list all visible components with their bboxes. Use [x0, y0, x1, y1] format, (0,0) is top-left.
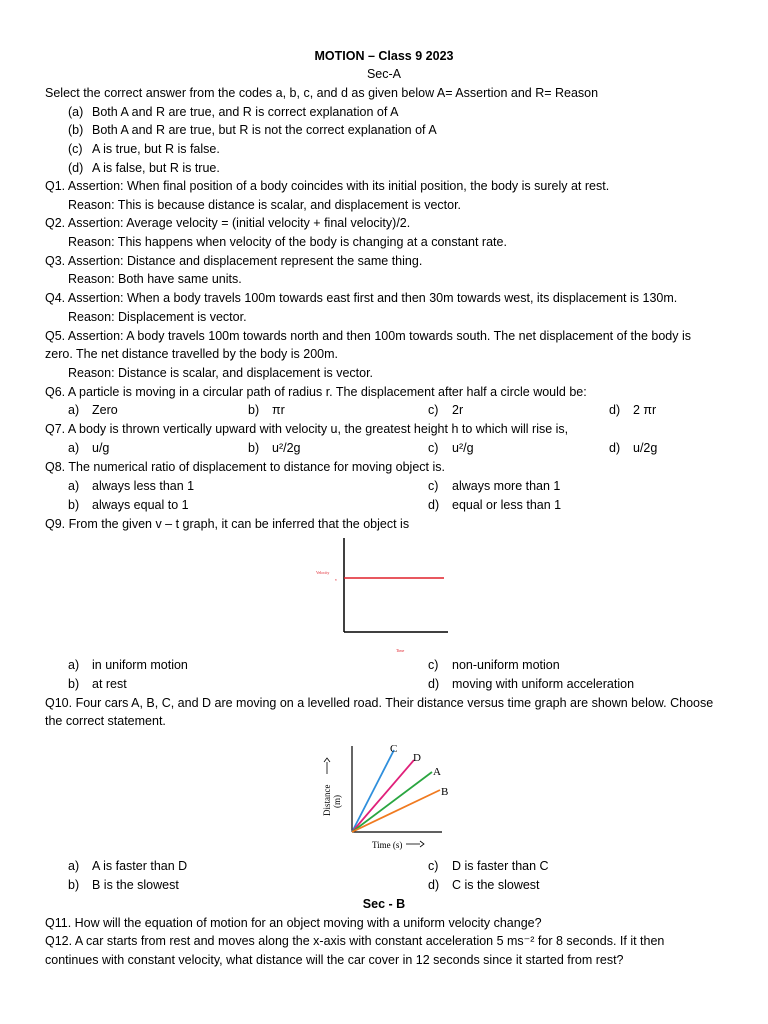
- q11-question: Q11. How will the equation of motion for an object moving with a uniform velocity change?: [45, 916, 542, 930]
- dt-line-b: [352, 790, 440, 832]
- option-label: c): [428, 479, 439, 493]
- option-text: D is faster than C: [452, 859, 549, 873]
- option-label: d): [428, 498, 440, 512]
- q12-question-line1: Q12. A car starts from rest and moves along the x-axis with constant acceleration 5 ms⁻² for 8 seconds. If it then: [45, 934, 665, 948]
- q2-assertion: Q2. Assertion: Average velocity = (initial velocity + final velocity)/2.: [45, 216, 411, 230]
- option-text: A is faster than D: [92, 859, 188, 873]
- code-label: (d): [68, 161, 84, 175]
- page-title: MOTION – Class 9 2023: [314, 49, 454, 63]
- option-label: b): [68, 878, 80, 892]
- dt-yunit: (m): [332, 795, 342, 808]
- option-text: C is the slowest: [452, 878, 540, 892]
- q5-reason: Reason: Distance is scalar, and displacement is vector.: [68, 366, 374, 380]
- option-text: B is the slowest: [92, 878, 179, 892]
- dt-line-a: [352, 772, 432, 832]
- code-text: Both A and R are true, but R is not the correct explanation of A: [92, 123, 437, 137]
- q1-reason: Reason: This is because distance is scalar, and displacement is vector.: [68, 198, 462, 212]
- q4-assertion: Q4. Assertion: When a body travels 100m towards east first and then 30m towards west, its displacement is 130m.: [45, 291, 678, 305]
- dt-ylabel: Distance: [322, 784, 332, 816]
- dt-label-b: B: [441, 786, 449, 798]
- option-label: d): [428, 677, 440, 691]
- q10-option-b: [68, 876, 179, 894]
- code-label: (b): [68, 123, 84, 137]
- vt-ylabel: Velocity: [316, 570, 330, 575]
- velocity-time-graph: [300, 532, 460, 658]
- code-c: [68, 140, 220, 158]
- code-text: A is true, but R is false.: [92, 142, 220, 156]
- q6-option-a: [68, 401, 118, 419]
- instructions: Select the correct answer from the codes a, b, c, and d as given below A= Assertion and R= Reason: [45, 86, 599, 100]
- q12-question-line2: continues with constant velocity, what distance will the car cover in 12 seconds since it started from rest?: [45, 953, 624, 967]
- option-text: u/2g: [633, 441, 658, 455]
- option-label: c): [428, 441, 439, 455]
- option-label: a): [68, 859, 80, 873]
- q3-reason: Reason: Both have same units.: [68, 272, 242, 286]
- dt-label-a: A: [433, 766, 441, 778]
- option-label: d): [609, 441, 621, 455]
- q7-option-b: [248, 439, 301, 457]
- q9-option-d: [428, 675, 634, 693]
- dt-xlabel: Time (s): [372, 840, 403, 850]
- q8-option-a: [68, 477, 194, 495]
- option-text: always equal to 1: [92, 498, 189, 512]
- code-b: [68, 121, 437, 139]
- q7-option-d: [609, 439, 657, 457]
- code-a: [68, 103, 398, 121]
- option-label: c): [428, 658, 439, 672]
- option-label: d): [609, 403, 621, 417]
- option-text: at rest: [92, 677, 127, 691]
- q9-question: Q9. From the given v – t graph, it can be inferred that the object is: [45, 517, 410, 531]
- code-text: A is false, but R is true.: [92, 161, 220, 175]
- q7-option-c: [428, 439, 474, 457]
- q5-assertion-line2: zero. The net distance travelled by the body is 200m.: [45, 347, 338, 361]
- dt-x-arrowhead: [420, 841, 424, 847]
- dt-label-d: D: [413, 752, 421, 764]
- option-text: πr: [272, 403, 285, 417]
- q10-question-line2: the correct statement.: [45, 714, 166, 728]
- q6-question: Q6. A particle is moving in a circular path of radius r. The displacement after half a circle would be:: [45, 385, 587, 399]
- code-label: (c): [68, 142, 83, 156]
- option-label: b): [248, 403, 260, 417]
- q8-option-b: [68, 496, 189, 514]
- option-text: u²/g: [452, 441, 474, 455]
- q10-option-a: [68, 857, 187, 875]
- q1-assertion: Q1. Assertion: When final position of a body coincides with its initial position, the body is surely at rest.: [45, 179, 610, 193]
- q10-option-c: [428, 857, 549, 875]
- q9-option-a: [68, 656, 188, 674]
- q6-option-d: [609, 401, 656, 419]
- option-text: always less than 1: [92, 479, 195, 493]
- dt-label-c: C: [390, 743, 398, 755]
- option-label: a): [68, 658, 80, 672]
- q2-reason: Reason: This happens when velocity of the body is changing at a constant rate.: [68, 235, 507, 249]
- option-label: c): [428, 859, 439, 873]
- option-label: d): [428, 878, 440, 892]
- q8-option-c: [428, 477, 560, 495]
- q7-option-a: [68, 439, 109, 457]
- option-text: equal or less than 1: [452, 498, 562, 512]
- q8-question: Q8. The numerical ratio of displacement to distance for moving object is.: [45, 460, 445, 474]
- dt-ylabel-group: [322, 758, 342, 816]
- option-text: in uniform motion: [92, 658, 188, 672]
- option-label: b): [68, 498, 80, 512]
- vt-y-mark: v: [335, 577, 337, 582]
- option-text: u²/2g: [272, 441, 301, 455]
- distance-time-graph: [310, 738, 470, 856]
- q4-reason: Reason: Displacement is vector.: [68, 310, 247, 324]
- q6-option-c: [428, 401, 463, 419]
- option-label: c): [428, 403, 439, 417]
- q5-assertion-line1: Q5. Assertion: A body travels 100m towards north and then 100m towards south. The net displacement of the body is: [45, 329, 691, 343]
- option-text: moving with uniform acceleration: [452, 677, 635, 691]
- option-label: a): [68, 441, 80, 455]
- vt-xlabel: Time: [396, 648, 405, 653]
- option-label: b): [68, 677, 80, 691]
- option-text: always more than 1: [452, 479, 561, 493]
- section-b-heading: Sec - B: [362, 897, 406, 911]
- q7-question: Q7. A body is thrown vertically upward with velocity u, the greatest height h to which will rise is,: [45, 422, 569, 436]
- option-text: 2 πr: [633, 403, 657, 417]
- option-text: Zero: [92, 403, 118, 417]
- q3-assertion: Q3. Assertion: Distance and displacement represent the same thing.: [45, 254, 423, 268]
- option-text: non-uniform motion: [452, 658, 560, 672]
- option-text: 2r: [452, 403, 464, 417]
- dt-y-arrowhead: [324, 758, 330, 762]
- q9-option-c: [428, 656, 560, 674]
- option-label: b): [248, 441, 260, 455]
- q6-option-b: [248, 401, 285, 419]
- q9-option-b: [68, 675, 127, 693]
- option-text: u/g: [92, 441, 110, 455]
- option-label: a): [68, 479, 80, 493]
- section-a-heading: Sec-A: [366, 67, 402, 81]
- code-d: [68, 159, 220, 177]
- option-label: a): [68, 403, 80, 417]
- q10-option-d: [428, 876, 540, 894]
- q8-option-d: [428, 496, 561, 514]
- q10-question-line1: Q10. Four cars A, B, C, and D are moving on a levelled road. Their distance versus time graph are shown below. Choose: [45, 696, 714, 710]
- code-text: Both A and R are true, and R is correct explanation of A: [92, 105, 399, 119]
- code-label: (a): [68, 105, 84, 119]
